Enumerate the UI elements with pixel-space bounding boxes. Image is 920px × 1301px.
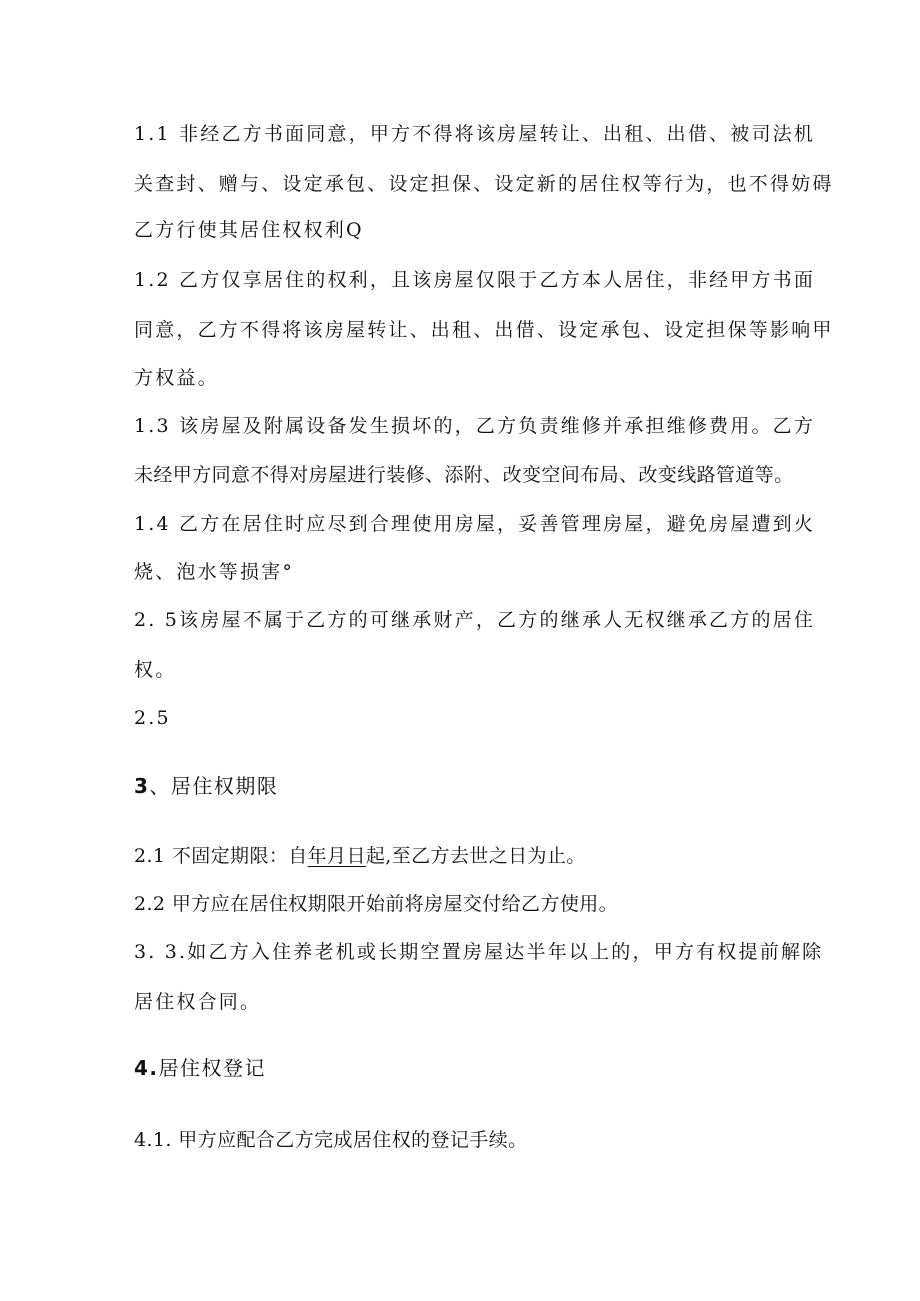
section-3-title: 、居住权期限 — [149, 774, 279, 798]
paragraph-1-1-line-2: 关查封、赠与、设定承包、设定担保、设定新的居住权等行为，也不得妨碍 — [134, 173, 834, 195]
paragraph-1-1-line-3: 乙方行使其居住权权利Q — [134, 219, 364, 241]
paragraph-1-4-line-1: 1.4 乙方在居住时应尽到合理使用房屋，妥善管理房屋，避免房屋遭到火 — [134, 513, 816, 535]
date-blank: 年月日 — [307, 845, 366, 867]
paragraph-2-5-line-1: 2. 5该房屋不属于乙方的可继承财产，乙方的继承人无权继承乙方的居住 — [134, 609, 816, 631]
paragraph-1-2-line-1: 1.2 乙方仅享居住的权利，且该房屋仅限于乙方本人居住，非经甲方书面 — [134, 269, 816, 291]
paragraph-1-4-line-2: 烧、泡水等损害° — [134, 561, 295, 583]
section-3-heading — [134, 772, 278, 800]
section-4-number: 4. — [134, 1056, 159, 1080]
paragraph-2-5-line-2: 权。 — [134, 659, 177, 681]
paragraph-3-1 — [134, 842, 586, 870]
paragraph-2-5-empty: 2.5 — [134, 707, 171, 729]
section-3-number: 3 — [134, 774, 150, 798]
section-4-heading — [134, 1054, 266, 1082]
paragraph-1-3-line-2: 未经甲方同意不得对房屋进行装修、添附、改变空间布局、改变线路管道等。 — [134, 464, 794, 486]
paragraph-1-3-line-1: 1.3 该房屋及附属设备发生损坏的，乙方负责维修并承担维修费用。乙方 — [134, 415, 816, 437]
paragraph-1-2-line-2: 同意，乙方不得将该房屋转让、出租、出借、设定承包、设定担保等影响甲 — [134, 319, 834, 341]
paragraph-3-3-line-1: 3. 3.如乙方入住养老机或长期空置房屋达半年以上的，甲方有权提前解除 — [134, 941, 824, 963]
paragraph-1-1-line-1: 1.1 非经乙方书面同意，甲方不得将该房屋转让、出租、出借、被司法机 — [134, 123, 816, 145]
paragraph-4-1: 4.1. 甲方应配合乙方完成居住权的登记手续。 — [134, 1129, 528, 1151]
section-4-title: 居住权登记 — [158, 1056, 267, 1080]
paragraph-3-1-suffix: 起,至乙方去世之日为止。 — [365, 845, 586, 867]
paragraph-3-2: 2.2 甲方应在居住权期限开始前将房屋交付给乙方使用。 — [134, 893, 619, 915]
paragraph-1-2-line-3: 方权益。 — [134, 367, 219, 389]
paragraph-3-1-prefix: 2.1 不固定期限：自 — [134, 845, 308, 867]
paragraph-3-3-line-2: 居住权合同。 — [134, 991, 262, 1013]
